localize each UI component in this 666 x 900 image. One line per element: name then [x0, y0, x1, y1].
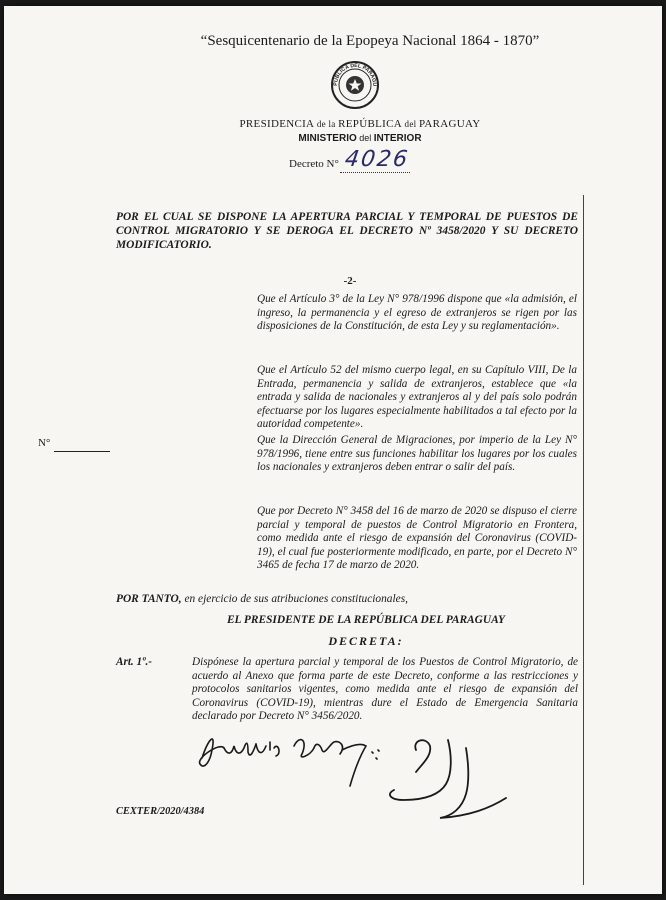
decree-label: Decreto N°: [289, 158, 339, 170]
article-text: Dispónese la apertura parcial y temporal de los Puestos de Control Migratorio, de acuerdo al Anexo que forma parte de este Decreto, conforme a las restricciones y protocolos sanitarios vigentes, como medida ante el riesgo de expansión del Coronavirus (COVID-19), mientras dure el Estado de Emergencia Sanitaria declarado por Decreto N° 3456/2020.: [192, 656, 578, 723]
president-line: EL PRESIDENTE DE LA REPÚBLICA DEL PARAGUAY: [226, 614, 506, 626]
whereas-clause: Que por Decreto N° 3458 del 16 de marzo de 2020 se dispuso el cierre parcial y temporal de puestos de Control Migratorio en Frontera, como medida ante el riesgo de expansión del Coronavirus (COVID-19), el cual fue posteriormente modificado, en parte, por el Decreto N° 3465 de fecha 17 de marzo de 2020.: [257, 505, 577, 572]
margin-number-label: N°: [38, 437, 51, 449]
signature-minister-icon: [200, 739, 379, 786]
whereas-clause: Que el Artículo 3° de la Ley N° 978/1996 dispone que «la admisión, el ingreso, la permanencia y el egreso de extranjeros se rigen por las disposiciones de la Constitución, de esta Ley y su reglamentación».: [257, 293, 577, 333]
whereas-clause: Que el Artículo 52 del mismo cuerpo legal, en su Capítulo VIII, De la Entrada, permanencia y salida de extranjeros, establece que «la entrada y salida de nacionales y extranjeros al y del país solo podrán efectuarse por los lugares especialmente habilitados a tal efecto por la autoridad competente».: [257, 364, 577, 431]
ministry-line: MINISTERIO del INTERIOR: [298, 133, 422, 144]
decree-underline: [340, 172, 410, 173]
article-label: Art. 1º.-: [116, 656, 152, 668]
signatures-area: [190, 720, 550, 840]
page-number: -2-: [343, 275, 357, 287]
whereas-clause: Que la Dirección General de Migraciones, por imperio de la Ley N° 978/1996, tiene entre sus funciones habilitar los lugares por los cuales los nacionales y extranjeros deben entrar o salir del país.: [257, 434, 577, 474]
presidency-line: PRESIDENCIA de la REPÚBLICA del PARAGUAY: [239, 118, 481, 130]
right-margin-rule: [583, 195, 584, 885]
decreta-heading: DECRETA:: [328, 634, 404, 648]
decree-heading: POR EL CUAL SE DISPONE LA APERTURA PARCIAL Y TEMPORAL DE PUESTOS DE CONTROL MIGRATORIO Y SE DEROGA EL DECRETO Nº 3458/2020 Y SU DECRETO MODIFICATORIO.: [116, 211, 578, 251]
reference-code: CEXTER/2020/4384: [116, 806, 205, 817]
decree-number-handwritten: 4026: [343, 147, 411, 172]
coat-of-arms-seal-icon: [330, 60, 380, 110]
letterhead-motto: “Sesquicentenario de la Epopeya Nacional 1864 - 1870”: [200, 33, 540, 49]
por-tanto-paragraph: POR TANTO, en ejercicio de sus atribuciones constitucionales,: [116, 593, 409, 605]
margin-number-line: [54, 451, 110, 452]
signature-president-icon: [390, 740, 506, 818]
seal-text: PUBLICA DEL PARAGU: [332, 62, 378, 87]
